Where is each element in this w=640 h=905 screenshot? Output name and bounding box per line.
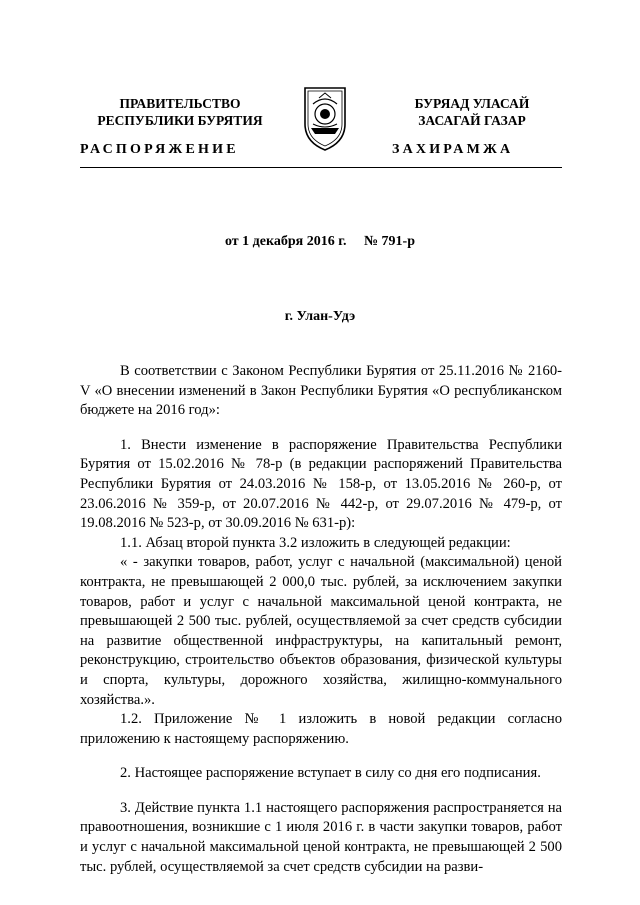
document-body — [80, 362, 562, 892]
clause-3: 3. Действие пункта 1.1 настоящего распоряжения распространяется на правоотношения, возникшие с 1 июля 2016 г. в части закупки товаров, работ и услуг с начальной максимальной ценой контракта, не превышающей 2 500 тыс. рублей, осуществляемой за счет средств субсидии на разви- — [80, 799, 562, 875]
document-date: от 1 декабря 2016 г. — [224, 234, 347, 249]
clause-1: 1. Внести изменение в распоряжение Правительства Республики Бурятия от 15.02.2016 № 78-р (в редакции распоряжений Правительства Республики Бурятия от 24.03.2016 № 158-р, от 13.05.2016 № 260-р, от 23.06.2016 № 359-р, от 20.07.2016 № 442-р, от 29.07.2016 № 479-р, от 19.08.2016 № 523-р, от 30.09.2016 № 631-р): — [80, 436, 562, 532]
document-type-russian: РАСПОРЯЖЕНИЕ — [80, 142, 239, 157]
government-name-russian — [80, 95, 280, 129]
clause-1-2: 1.2. Приложение № 1 изложить в новой редакции согласно приложению к настоящему распоряжению. — [80, 711, 562, 747]
government-name-buryat-line1: БУРЯАД УЛАСАЙ — [414, 96, 530, 111]
clause-2: 2. Настоящее распоряжение вступает в силу со дня его подписания. — [120, 765, 541, 782]
document-dateline — [0, 234, 640, 250]
government-name-buryat — [372, 95, 572, 129]
clause-1-1-quote: « - закупки товаров, работ, услуг с начальной (максимальной) ценой контракта, не превышающей 2 000,0 тыс. рублей, за исключением закупки товаров, работ и услуг с начальной максимальной ценой контракта, не превышающей 2 500 тыс. рублей, осуществляемой за счет средств субсидии на развитие общественной инфраструктуры, на капитальный ремонт, реконструкцию, строительство объектов образования, физической культуры и спорта, культуры, дорожного хозяйства, жилищно-коммунального хозяйства.». — [80, 554, 562, 708]
clause-1-1: 1.1. Абзац второй пункта 3.2 изложить в следующей редакции: — [120, 534, 511, 551]
government-name-line1: ПРАВИТЕЛЬСТВО — [119, 96, 241, 111]
preamble-paragraph: В соответствии с Законом Республики Бурятия от 25.11.2016 № 2160-V «О внесении изменений в Закон Республики Бурятия «О республиканском бюджете на 2016 год»: — [80, 363, 562, 419]
document-type-buryat: ЗАХИРАМЖА — [392, 142, 514, 157]
header-divider — [80, 167, 562, 168]
document-number: № 791-р — [363, 234, 415, 249]
document-city: г. Улан-Удэ — [284, 309, 356, 324]
government-name-line2: РЕСПУБЛИКИ БУРЯТИЯ — [97, 113, 263, 128]
government-name-buryat-line2: ЗАСАГАЙ ГАЗАР — [418, 113, 526, 128]
coat-of-arms-icon — [299, 84, 351, 152]
